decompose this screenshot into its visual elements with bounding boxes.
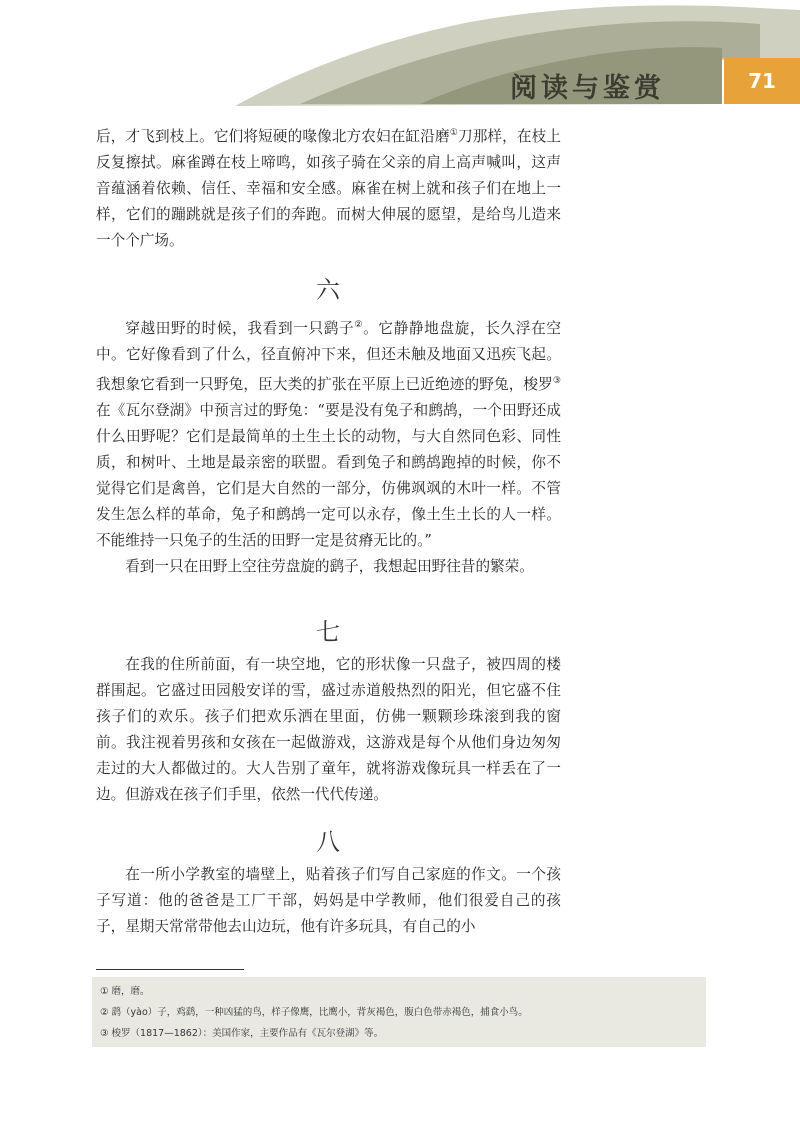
footnotes-box — [92, 977, 706, 1047]
section-heading-8: 八 — [316, 828, 340, 856]
section-heading-6: 六 — [316, 276, 340, 304]
footnote-marker: ① — [449, 128, 458, 138]
footnote-marker: ② — [354, 320, 364, 330]
paragraph-text: 后，才飞到枝上。它们将短硬的喙像北方农妇在缸沿磨 — [96, 127, 450, 145]
paragraph-text: 看到一只在田野上空往劳盘旋的鹞子，我想起田野往昔的繁荣。 — [125, 557, 534, 575]
paragraph-text: 刀那样，在枝上反复擦拭。麻雀蹲在枝上啼鸣，如孩子骑在父亲的肩上高声喊叫，这声音蕴涵着依赖、信任、幸福和安全感。麻雀在树上就和孩子们在地上一样，它们的蹦跳就是孩子们的奔跑。而树大伸展的愿望，是给鸟儿造来一个个广场。 — [96, 127, 561, 249]
footnote-1: ① 磨，磨。 — [100, 986, 150, 997]
page-header — [0, 0, 800, 110]
page-number-badge — [724, 58, 800, 104]
brush-stroke-decoration — [0, 0, 800, 110]
paragraph-text: 在《瓦尔登湖》中预言过的野兔：“要是没有兔子和鹧鸪，一个田野还成什么田野呢？它们是最简单的土生土长的动物，与大自然同色彩、同性质，和树叶、土地是最亲密的联盟。看到兔子和鹧鸪跑掉的时候，你不觉得它们是禽兽，它们是大自然的一部分，仿佛飒飒的木叶一样。不管发生怎么样的革命，兔子和鹧鸪一定可以永存，像土生土长的人一样。不能维持一只兔子的生活的田野一定是贫瘠无比的。” — [96, 401, 561, 549]
section-7-body — [96, 652, 561, 808]
paragraph-text: 在我的住所前面，有一块空地，它的形状像一只盘子，被四周的楼群围起。它盛过田园般安详的雪，盛过赤道般热烈的阳光，但它盛不住孩子们的欢乐。孩子们把欢乐洒在里面，仿佛一颗颗珍珠滚到我的窗前。我注视着男孩和女孩在一起做游戏，这游戏是每个从他们身边匆匆走过的大人都做过的。大人告别了童年，就将游戏像玩具一样丢在了一边。但游戏在孩子们手里，依然一代代传递。 — [96, 656, 561, 803]
section-heading-7: 七 — [316, 618, 340, 646]
footnote-2: ② 鹞（yào）子，鸡鹞，一种凶猛的鸟，样子像鹰，比鹰小，背灰褐色，腹白色带赤褐色，捕食小鸟。 — [100, 1007, 528, 1018]
paragraph-text: 穿越田野的时候，我看到一只鹞子 — [125, 319, 355, 337]
continued-paragraph — [96, 120, 561, 254]
section-6-body — [96, 312, 561, 580]
section-title: 阅读与鉴赏 — [510, 73, 665, 104]
footnote-marker: ③ — [552, 375, 561, 386]
footnote-3: ③ 梭罗（1817—1862）：美国作家，主要作品有《瓦尔登湖》等。 — [100, 1028, 384, 1039]
footnote-divider — [96, 969, 244, 970]
page-number: 71 — [748, 69, 776, 93]
section-8-body — [96, 862, 561, 940]
paragraph-text: 。它静静地盘旋，长久浮在空中。它好像看到了什么，径直俯冲下来，但还未触及地面又迅疾飞起。我想象它看到一只野兔，臣大类的扩张在平原上已近绝迹的野兔，梭罗 — [96, 319, 561, 393]
paragraph-text: 在一所小学教室的墙壁上，贴着孩子们写自己家庭的作文。一个孩子写道：他的爸爸是工厂干部，妈妈是中学教师，他们很爱自己的孩子，星期天常常带他去山边玩，他有许多玩具，有自己的小 — [96, 866, 561, 935]
